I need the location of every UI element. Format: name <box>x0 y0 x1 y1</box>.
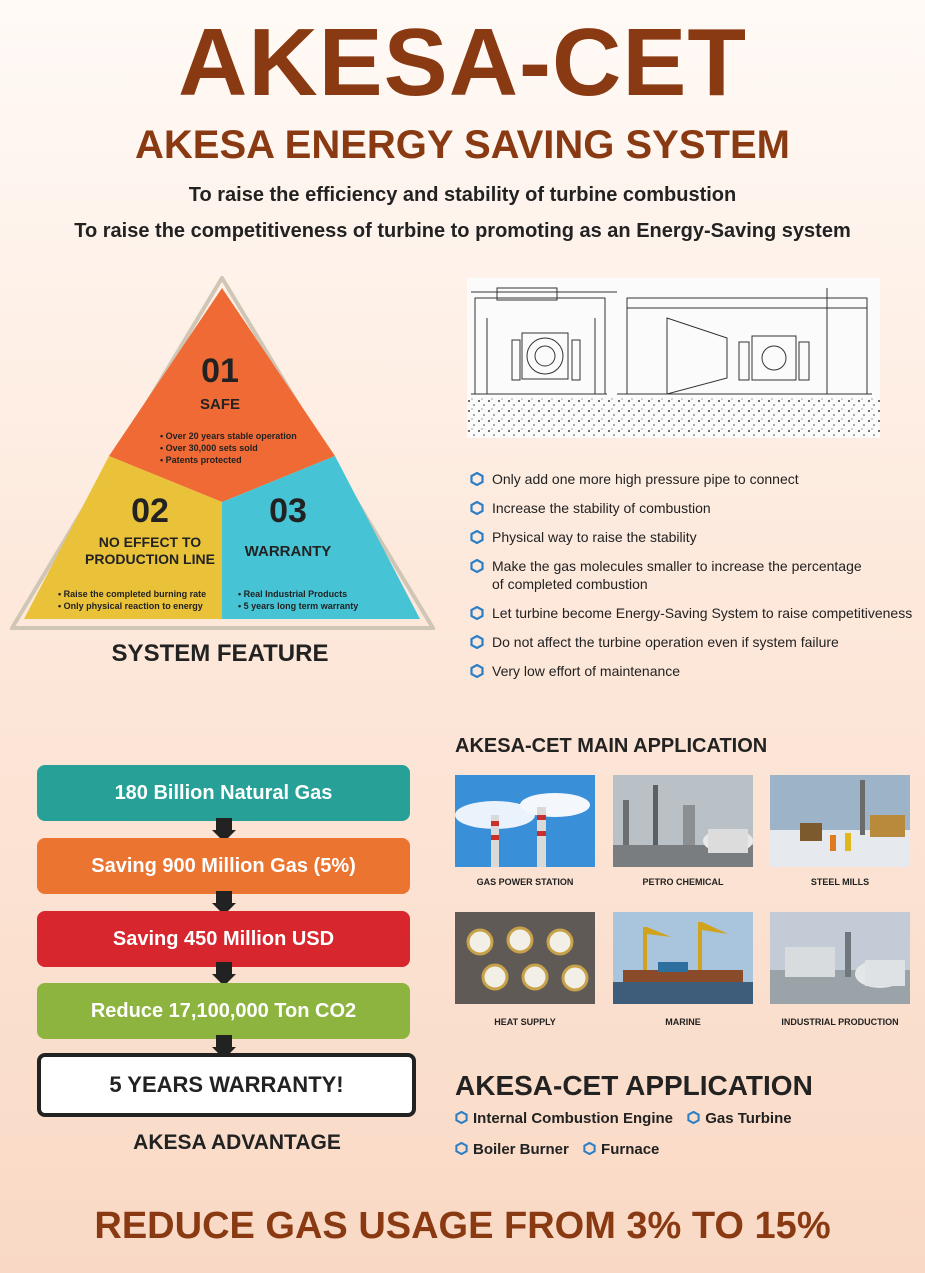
application-label-gas-power-station: GAS POWER STATION <box>476 877 574 887</box>
benefit-text: Do not affect the turbine operation even if system failure <box>492 634 839 650</box>
application-item: Boiler Burner <box>473 1141 569 1158</box>
application-label-industrial-production: INDUSTRIAL PRODUCTION <box>781 1017 899 1027</box>
safe-point: • Patents protected <box>160 454 320 466</box>
advantage-label: AKESA ADVANTAGE <box>133 1131 341 1154</box>
safe-title: SAFE <box>199 396 240 413</box>
flow-step-warranty: 5 YEARS WARRANTY! <box>37 1053 416 1117</box>
heat-supply-photo <box>455 912 595 1004</box>
list-item <box>455 1141 573 1158</box>
turbine-technical-drawing <box>467 278 880 438</box>
safe-points <box>160 430 320 466</box>
gas-usage-claim: REDUCE GAS USAGE FROM 3% TO 15% <box>94 1205 831 1247</box>
warranty-point: • 5 years long term warranty <box>238 600 388 612</box>
list-item <box>455 1110 677 1127</box>
application-list-row-2 <box>455 1141 669 1158</box>
no-effect-points <box>58 588 218 612</box>
hexagon-bullet-icon <box>470 635 484 649</box>
main-application-heading: MAIN APPLICATION <box>577 735 768 757</box>
benefit-text: Make the gas molecules smaller to increase the percentage of completed combustion <box>492 558 862 592</box>
application-label-marine: MARINE <box>665 1017 701 1027</box>
application-item: Furnace <box>601 1141 660 1158</box>
application-item: Internal Combustion Engine <box>473 1110 674 1127</box>
application-list-row-1 <box>455 1110 802 1127</box>
system-feature-label: SYSTEM FEATURE <box>111 640 329 667</box>
hexagon-bullet-icon <box>470 530 484 544</box>
application-label-petro-chemical: PETRO CHEMICAL <box>642 877 724 887</box>
list-item <box>687 1110 791 1127</box>
ground-pattern <box>467 396 880 438</box>
tagline-competitiveness: To raise the competitiveness of turbine to promoting as an Energy-Saving system <box>74 220 851 242</box>
warranty-points <box>238 588 388 612</box>
industrial-production-photo <box>770 912 910 1004</box>
hexagon-bullet-icon <box>470 559 484 573</box>
hexagon-bullet-icon <box>583 1142 596 1155</box>
list-item <box>470 604 915 622</box>
no-effect-title <box>60 534 240 568</box>
gas-power-station-photo <box>455 775 595 867</box>
warranty-title: WARRANTY <box>244 543 332 560</box>
marine-photo <box>613 912 753 1004</box>
hexagon-bullet-icon <box>455 1111 468 1124</box>
main-title: AKESA-CET <box>177 9 747 116</box>
steel-mills-photo <box>770 775 910 867</box>
hexagon-bullet-icon <box>687 1111 700 1124</box>
benefit-text: Increase the stability of combustion <box>492 500 711 516</box>
warranty-number: 03 <box>269 492 307 530</box>
list-item <box>470 470 915 488</box>
tagline-efficiency: To raise the efficiency and stability of turbine combustion <box>188 184 737 206</box>
no-effect-number: 02 <box>131 492 169 530</box>
list-item <box>470 633 915 651</box>
application-item: Gas Turbine <box>705 1110 792 1127</box>
list-item <box>470 662 915 680</box>
no-effect-point: • Only physical reaction to energy <box>58 600 218 612</box>
main-application-brand: AKESA-CET <box>455 735 572 757</box>
hexagon-bullet-icon <box>470 501 484 515</box>
list-item <box>470 557 915 593</box>
safe-number: 01 <box>201 352 239 390</box>
safe-point: • Over 20 years stable operation <box>160 430 320 442</box>
no-effect-point: • Raise the completed burning rate <box>58 588 218 600</box>
list-item <box>470 528 915 546</box>
no-effect-title-line-1: NO EFFECT TO <box>98 534 202 550</box>
warranty-point: • Real Industrial Products <box>238 588 388 600</box>
hexagon-bullet-icon <box>470 664 484 678</box>
petro-chemical-photo <box>613 775 753 867</box>
application-label-steel-mills: STEEL MILLS <box>810 877 870 887</box>
application-label-heat-supply: HEAT SUPPLY <box>494 1017 556 1027</box>
hexagon-bullet-icon <box>470 472 484 486</box>
flow-step-saving-gas: Saving 900 Million Gas (5%) <box>37 838 410 894</box>
benefit-text: Very low effort of maintenance <box>492 663 681 679</box>
flow-step-natural-gas: 180 Billion Natural Gas <box>37 765 410 821</box>
benefit-text: Let turbine become Energy-Saving System to raise competitiveness <box>492 605 913 621</box>
benefit-text: Only add one more high pressure pipe to connect <box>492 471 799 487</box>
application-title <box>455 1070 813 1102</box>
hexagon-bullet-icon <box>455 1142 468 1155</box>
application-brand: AKESA-CET <box>455 1070 619 1101</box>
flow-step-saving-usd: Saving 450 Million USD <box>37 911 410 967</box>
flow-step-reduce-co2: Reduce 17,100,000 Ton CO2 <box>37 983 410 1039</box>
subtitle: AKESA ENERGY SAVING SYSTEM <box>135 123 790 167</box>
hexagon-bullet-icon <box>470 606 484 620</box>
no-effect-title-line-2: PRODUCTION LINE <box>85 551 215 567</box>
benefit-text: Physical way to raise the stability <box>492 529 697 545</box>
application-heading: APPLICATION <box>625 1070 813 1101</box>
main-application-title <box>455 735 767 758</box>
list-item <box>470 499 915 517</box>
list-item <box>583 1141 659 1158</box>
benefit-list <box>470 470 915 691</box>
safe-point: • Over 30,000 sets sold <box>160 442 320 454</box>
